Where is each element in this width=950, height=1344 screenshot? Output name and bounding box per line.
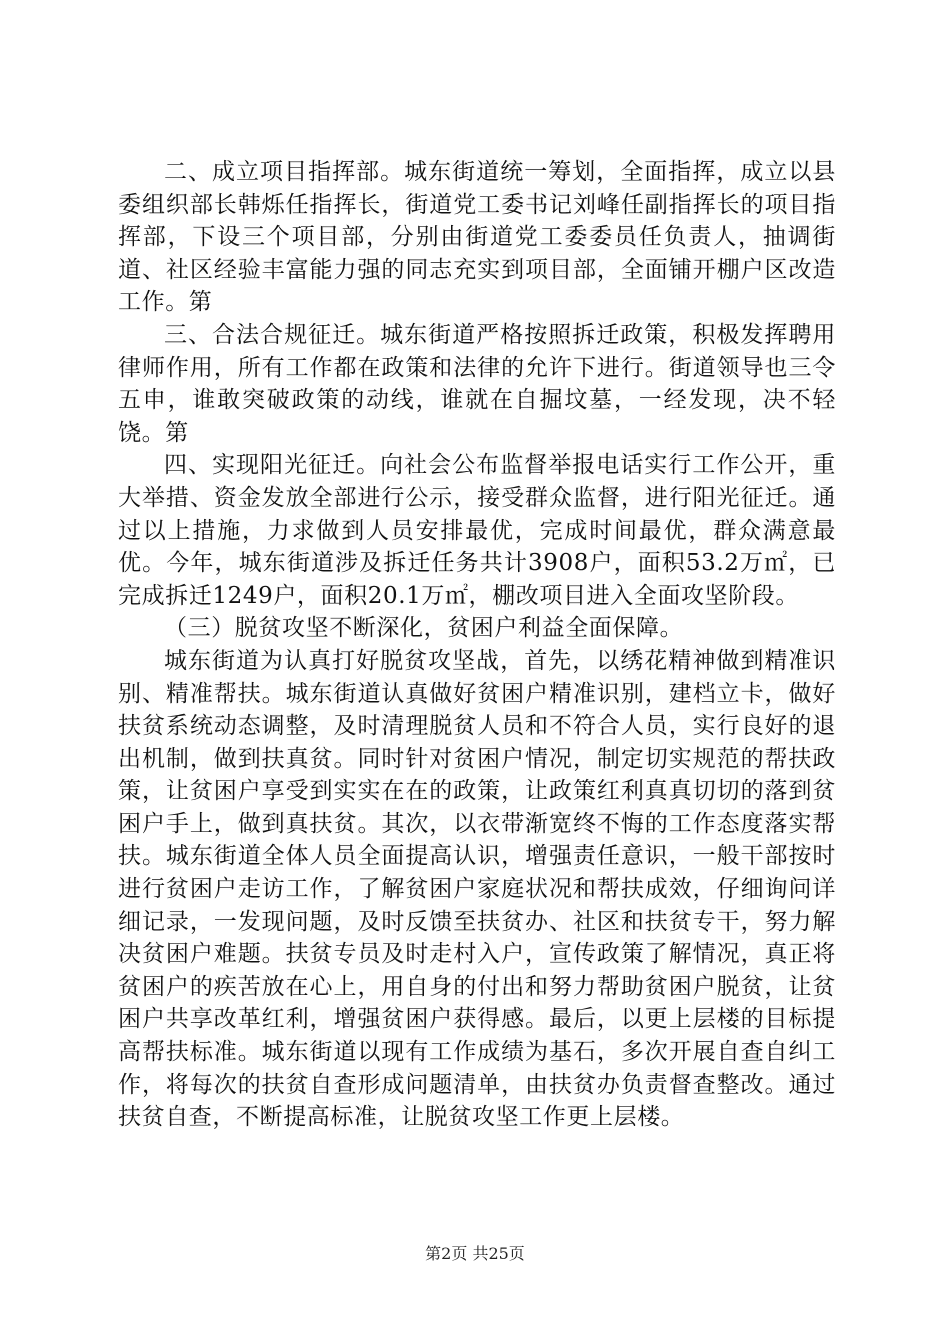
paragraph-project-headquarters: 二、成立项目指挥部。城东街道统一筹划，全面指挥，成立以县委组织部长韩烁任指挥长，街道党工委书记刘峰任副指挥长的项目指挥部，下设三个项目部，分别由街道党工委委员任负责人，抽调街道、社区经验丰富能力强的同志充实到项目部，全面铺开棚户区改造工作。第 (118, 159, 836, 316)
paragraph-lawful-relocation: 三、合法合规征迁。城东街道严格按照拆迁政策，积极发挥聘用律师作用，所有工作都在政策和法律的允许下进行。街道领导也三令五申，谁敢突破政策的动线，谁就在自掘坟墓，一经发现，决不轻饶。第 (118, 321, 836, 446)
paragraph-poverty-alleviation: 城东街道为认真打好脱贫攻坚战，首先，以绣花精神做到精准识别、精准帮扶。城东街道认真做好贫困户精准识别，建档立卡，做好扶贫系统动态调整，及时清理脱贫人员和不符合人员，实行良好的退出机制，做到扶真贫。同时针对贫困户情况，制定切实规范的帮扶政策，让贫困户享受到实实在在的政策，让政策红利真真切切的落到贫困户手上，做到真扶贫。其次，以衣带渐宽终不悔的工作态度落实帮扶。城东街道全体人员全面提高认识，增强责任意识，一般干部按时进行贫困户走访工作，了解贫困户家庭状况和帮扶成效，仔细询问详细记录，一发现问题，及时反馈至扶贫办、社区和扶贫专干，努力解决贫困户难题。扶贫专员及时走村入户，宣传政策了解情况，真正将贫困户的疾苦放在心上，用自身的付出和努力帮助贫困户脱贫，让贫困户共享改革红利，增强贫困户获得感。最后，以更上层楼的目标提高帮扶标准。城东街道以现有工作成绩为基石，多次开展自查自纠工作，将每次的扶贫自查形成问题清单，由扶贫办负责督查整改。通过扶贫自查，不断提高标准，让脱贫攻坚工作更上层楼。 (118, 647, 836, 1131)
page-number-footer: 第2页 共25页 (425, 1244, 525, 1263)
document-body (118, 156, 836, 1134)
section-heading-poverty-alleviation: （三）脱贫攻坚不断深化，贫困户利益全面保障。 (164, 615, 684, 642)
paragraph-transparent-relocation: 四、实现阳光征迁。向社会公布监督举报电话实行工作公开，重大举措、资金发放全部进行公示，接受群众监督，进行阳光征迁。通过以上措施，力求做到人员安排最优，完成时间最优，群众满意最优。今年，城东街道涉及拆迁任务共计3908户，面积53.2万㎡，已完成拆迁1249户，面积20.1万㎡，棚改项目进入全面攻坚阶段。 (118, 452, 836, 609)
